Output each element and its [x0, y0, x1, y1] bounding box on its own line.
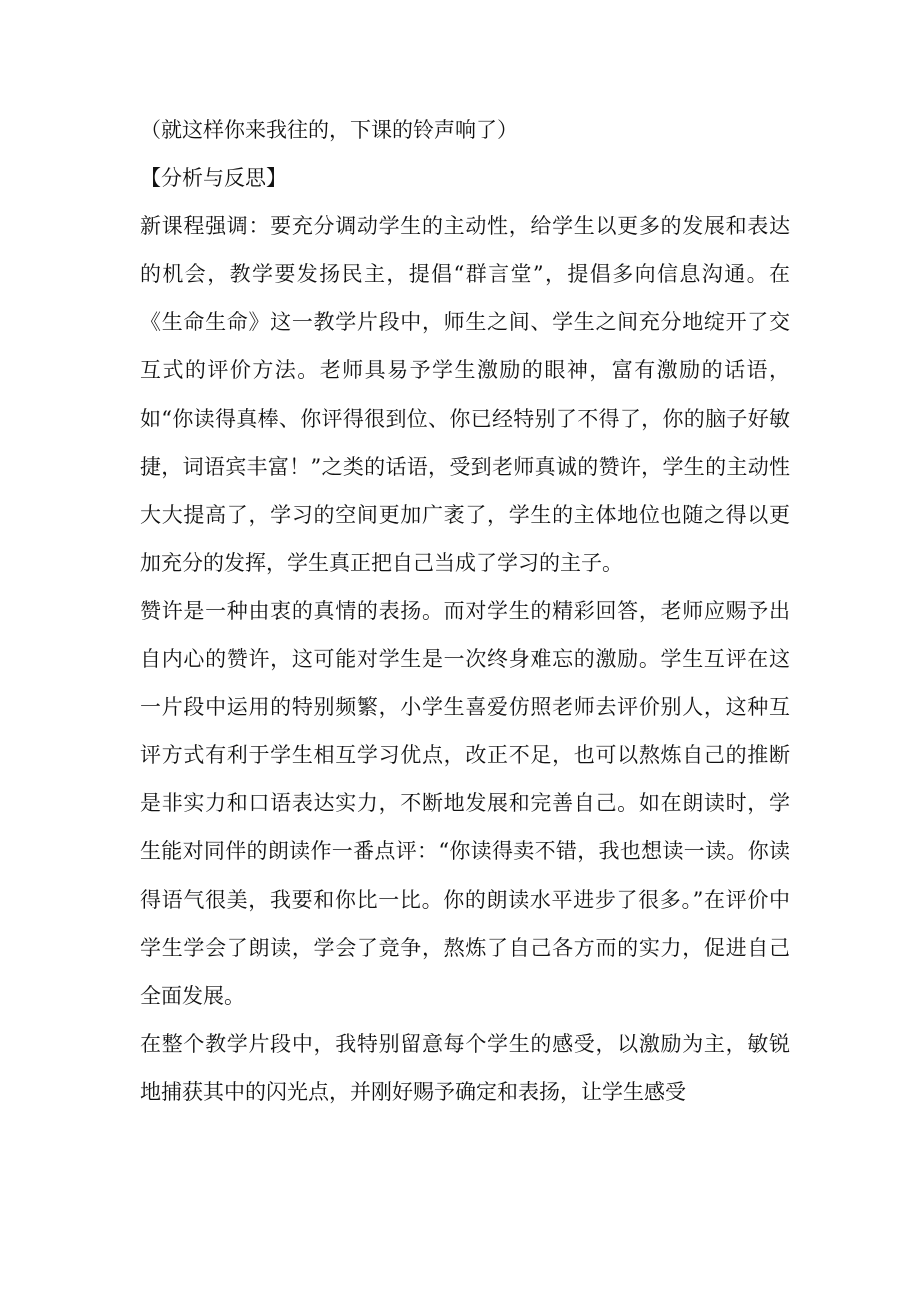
- section-heading: 【分析与反思】: [140, 166, 287, 191]
- closing-note: （就这样你来我往的，下课的铃声响了）: [140, 118, 518, 142]
- paragraph: 在整个教学片段中，我特别留意每个学生的感受，以激励为主，敏锐地捕获其中的闪光点，并刚好赐予确定和表扬，让学生感受: [140, 1031, 790, 1104]
- paragraph: 赞许是一种由衷的真情的表扬。而对学生的精彩回答，老师应赐予出自内心的赞许，这可能对学生是一次终身难忘的激励。学生互评在这一片段中运用的特别频繁，小学生喜爱仿照老师去评价别人，这种互评方式有利于学生相互学习优点，改正不足，也可以熬炼自己的推断是非实力和口语表达实力，不断地发展和完善自己。如在朗读时，学生能对同伴的朗读作一番点评：“你读得卖不错，我也想读一读。你读得语气很美，我要和你比一比。你的朗读水平进步了很多。”在评价中学生学会了朗读，学会了竞争，熬炼了自己各方而的实力，促进自己全面发展。: [140, 598, 790, 1008]
- document-body: [140, 106, 790, 1116]
- paragraph: 新课程强调：要充分调动学生的主动性，给学生以更多的发展和表达的机会，教学要发扬民主，提倡“群言堂”，提倡多向信息沟通。在《生命生命》这一教学片段中，师生之间、学生之间充分地绽开了交互式的评价方法。老师具易予学生激励的眼神，富有激励的话语，如“你读得真棒、你评得很到位、你已经特别了不得了，你的脑子好敏捷，词语宾丰富！”之类的话语，受到老师真诚的赞许，学生的主动性大大提高了，学习的空间更加广袤了，学生的主体地位也随之得以更加充分的发挥，学生真正把自己当成了学习的主子。: [140, 214, 790, 575]
